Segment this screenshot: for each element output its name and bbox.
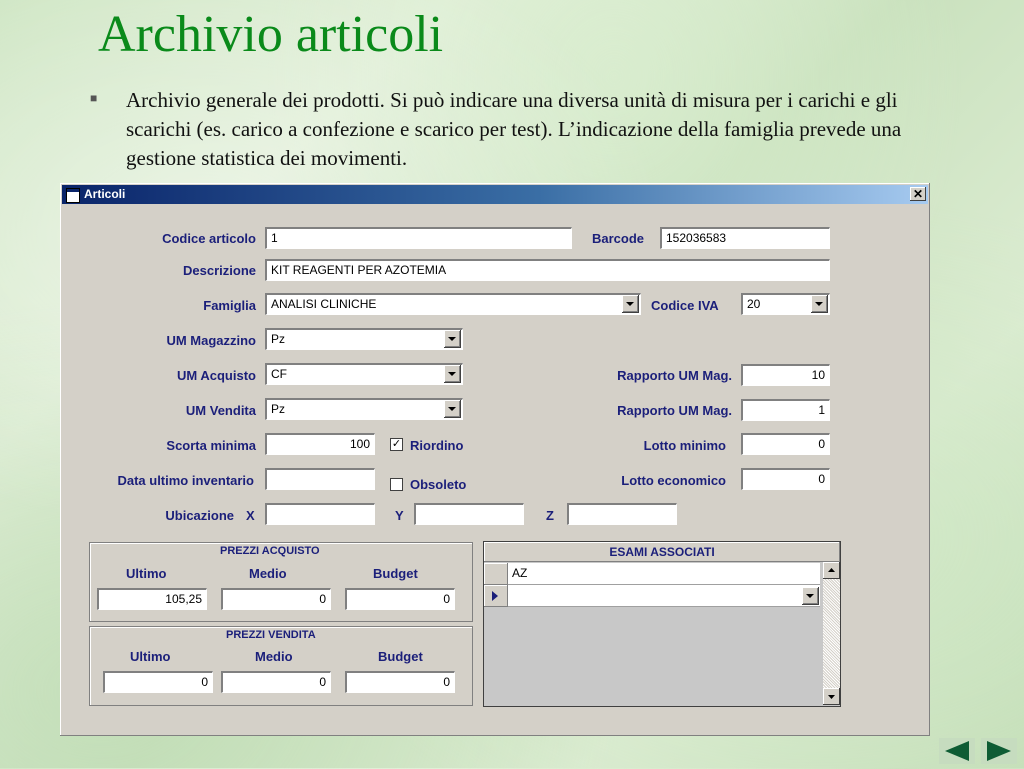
window-titlebar[interactable] — [62, 185, 928, 204]
um-acquisto-label: UM Acquisto — [177, 368, 256, 383]
obsoleto-checkbox[interactable] — [390, 478, 403, 491]
codice-articolo-label: Codice articolo — [162, 231, 256, 246]
acquisto-medio-header: Medio — [249, 566, 287, 581]
esami-row-new[interactable] — [508, 585, 820, 607]
bullet-icon: ■ — [90, 91, 98, 105]
esami-row[interactable]: AZ — [508, 563, 820, 585]
rapporto-um-label: Rapporto UM Mag. — [617, 403, 732, 418]
um-magazzino-combo[interactable]: Pz — [265, 328, 463, 350]
ubicazione-y-label: Y — [395, 508, 404, 523]
vendita-ultimo-header: Ultimo — [130, 649, 171, 664]
vendita-ultimo-input[interactable]: 0 — [103, 671, 213, 693]
scroll-down-icon[interactable] — [823, 688, 840, 705]
acquisto-medio-input[interactable]: 0 — [221, 588, 331, 610]
dropdown-arrow-icon[interactable] — [444, 400, 461, 418]
rapporto-um-input[interactable]: 1 — [741, 399, 830, 421]
descrizione-label: Descrizione — [183, 263, 256, 278]
dropdown-arrow-icon[interactable] — [802, 587, 819, 605]
barcode-input[interactable]: 152036583 — [660, 227, 830, 249]
prezzi-acquisto-title: PREZZI ACQUISTO — [220, 545, 320, 557]
famiglia-label: Famiglia — [203, 298, 256, 313]
dropdown-arrow-icon[interactable] — [622, 295, 639, 313]
ubicazione-y-input[interactable] — [414, 503, 524, 525]
slide-title: Archivio articoli — [98, 6, 444, 63]
scorta-minima-input[interactable]: 100 — [265, 433, 375, 455]
close-icon[interactable]: ✕ — [910, 187, 926, 201]
ubicazione-label: Ubicazione — [165, 508, 234, 523]
rapporto-um-label: Rapporto UM Mag. — [617, 368, 732, 383]
window-icon — [66, 188, 80, 203]
scorta-minima-label: Scorta minima — [166, 438, 256, 453]
scroll-up-icon[interactable] — [823, 562, 840, 579]
rapporto-um-input[interactable]: 10 — [741, 364, 830, 386]
vendita-budget-input[interactable]: 0 — [345, 671, 455, 693]
riordino-label: Riordino — [410, 438, 464, 453]
codice-iva-label: Codice IVA — [651, 298, 719, 313]
prezzi-vendita-title: PREZZI VENDITA — [226, 629, 316, 641]
codice-articolo-input[interactable]: 1 — [265, 227, 572, 249]
ubicazione-z-input[interactable] — [567, 503, 677, 525]
ubicazione-z-label: Z — [546, 508, 554, 523]
acquisto-ultimo-header: Ultimo — [126, 566, 167, 581]
esami-scrollbar[interactable] — [823, 562, 840, 705]
lotto-minimo-label: Lotto minimo — [643, 438, 726, 453]
ubicazione-x-label: X — [246, 508, 255, 523]
dropdown-arrow-icon[interactable] — [444, 365, 461, 383]
prev-slide-icon[interactable] — [939, 738, 975, 764]
data-ultimo-inventario-input[interactable] — [265, 468, 375, 490]
current-record-icon — [484, 585, 508, 607]
um-magazzino-label: UM Magazzino — [166, 333, 256, 348]
next-slide-icon[interactable] — [981, 738, 1017, 764]
window-title: Articoli — [84, 187, 126, 201]
slide-text: Archivio generale dei prodotti. Si può indicare una diversa unità di misura per i carichi e gli scarichi (es. carico a confezione e scarico per test). L’indicazione della famiglia prevede una gestione statistica dei movimenti. — [126, 88, 902, 170]
data-ultimo-inventario-label: Data ultimo inventario — [117, 473, 254, 488]
vendita-medio-input[interactable]: 0 — [221, 671, 331, 693]
record-selector-icon[interactable] — [484, 563, 508, 585]
acquisto-budget-input[interactable]: 0 — [345, 588, 455, 610]
lotto-economico-input[interactable]: 0 — [741, 468, 830, 490]
lotto-minimo-input[interactable]: 0 — [741, 433, 830, 455]
dropdown-arrow-icon[interactable] — [811, 295, 828, 313]
um-acquisto-combo[interactable]: CF — [265, 363, 463, 385]
um-vendita-label: UM Vendita — [185, 403, 256, 418]
esami-associati-grid — [483, 541, 841, 707]
ubicazione-x-input[interactable] — [265, 503, 375, 525]
esami-associati-header: ESAMI ASSOCIATI — [484, 542, 840, 562]
vendita-medio-header: Medio — [255, 649, 293, 664]
famiglia-combo[interactable]: ANALISI CLINICHE — [265, 293, 641, 315]
descrizione-input[interactable]: KIT REAGENTI PER AZOTEMIA — [265, 259, 830, 281]
codice-iva-combo[interactable]: 20 — [741, 293, 830, 315]
acquisto-ultimo-input[interactable]: 105,25 — [97, 588, 207, 610]
barcode-label: Barcode — [592, 231, 645, 246]
riordino-checkbox[interactable]: ✓ — [391, 438, 402, 450]
lotto-economico-label: Lotto economico — [621, 473, 726, 488]
vendita-budget-header: Budget — [378, 649, 423, 664]
acquisto-budget-header: Budget — [373, 566, 418, 581]
dropdown-arrow-icon[interactable] — [444, 330, 461, 348]
obsoleto-label: Obsoleto — [410, 477, 467, 492]
record-selector-icon[interactable] — [484, 585, 508, 607]
um-vendita-combo[interactable]: Pz — [265, 398, 463, 420]
